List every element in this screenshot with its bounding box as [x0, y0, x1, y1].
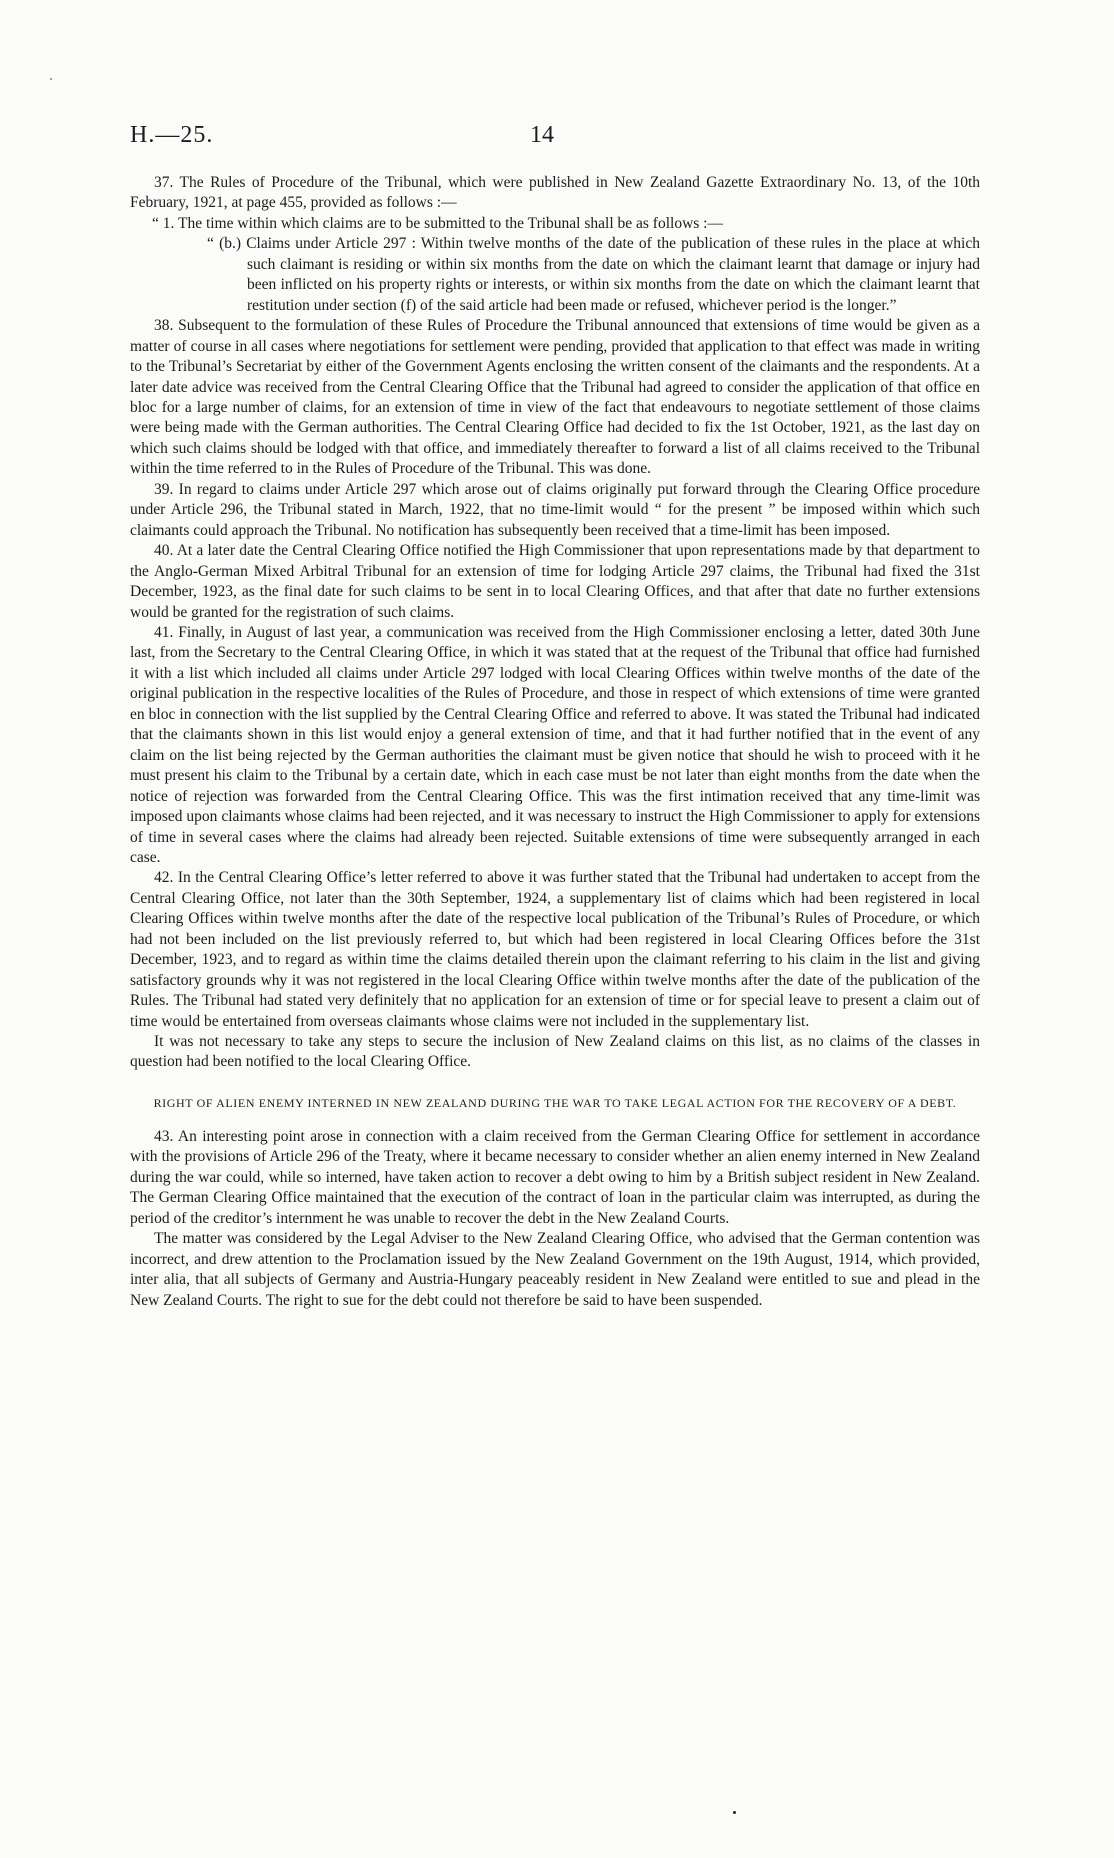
- paragraph-43-continued: The matter was considered by the Legal Adviser to the New Zealand Clearing Office, who advised that the German contention was incorrect, and drew attention to the Proclamation issued by the New Zealand Government on the 19th August, 1914, which provided, inter alia, that all subjects of Germany and Austria-Hungary peaceably resident in New Zealand were entitled to sue and plead in the New Zealand Courts. The right to sue for the debt could not therefore be said to have been suspended.: [130, 1230, 980, 1309]
- paragraph-42: 42. In the Central Clearing Office’s letter referred to above it was further stated that the Tribunal had undertaken to accept from the Central Clearing Office, not later than the 30th September, 1924, a supplementary list of claims which had been registered in local Clearing Offices within twelve months after the date of the respective local publication of the Tribunal’s Rules of Procedure, or which had not been included on the list previously referred to, but which had been registered in local Clearing Offices before the 31st December, 1923, and to regard as within time the claims detailed therein upon the claimant referring to his claim in the list and giving satisfactory grounds why it was not registered in the local Clearing Office within twelve months after the date of the publication of the Rules. The Tribunal had stated very definitely that no application for an extension of time or for special leave to present a claim out of time would be entertained from overseas claimants whose claims were not included in the supplementary list.: [130, 869, 980, 1030]
- paragraph-38: 38. Subsequent to the formulation of these Rules of Procedure the Tribunal announced that extensions of time would be given as a matter of course in all cases where negotiations for settlement were pending, provided that application to that effect was made in writing to the Tribunal’s Secretariat by either of the Government Agents enclosing the written consent of the claimants and the respondents. At a later date advice was received from the Central Clearing Office that the Tribunal had agreed to consider the application of that office en bloc for a large number of claims, for an extension of time in view of the fact that endeavours to negotiate settlement of those claims were being made with the German authorities. The Central Clearing Office had decided to fix the 1st October, 1921, as the last day on which such claims should be lodged with that office, and immediately thereafter to forward a list of all claims received to the Tribunal within the time referred to in the Rules of Procedure of the Tribunal. This was done.: [130, 317, 980, 478]
- paragraph-43: 43. An interesting point arose in connection with a claim received from the German Clearing Office for settlement in accordance with the provisions of Article 296 of the Treaty, where it became necessary to consider whether an alien enemy interned in New Zealand during the war could, while so interned, have taken action to recover a debt owing to him by a British subject resident in New Zealand. The German Clearing Office maintained that the execution of the contract of loan in the particular claim was interrupted, as during the period of the creditor’s internment he was unable to recover the debt in the New Zealand Courts.: [130, 1127, 980, 1227]
- ink-mark: [733, 1811, 736, 1814]
- scan-speck: [50, 78, 52, 80]
- page-header: [130, 122, 980, 152]
- paragraph-39: 39. In regard to claims under Article 297 which arose out of claims originally put forward through the Clearing Office procedure under Article 296, the Tribunal stated in March, 1922, that no time-limit would “ for the present ” be imposed within which such claimants could approach the Tribunal. No notification has subsequently been received that a time-limit has been imposed.: [130, 480, 980, 539]
- paragraph-40: 40. At a later date the Central Clearing Office notified the High Commissioner that upon representations made by that department to the Anglo-German Mixed Arbitral Tribunal for an extension of time for lodging Article 297 claims, the Tribunal had fixed the 31st December, 1923, as the final date for such claims to be sent in to local Clearing Offices, and that after that date no further extensions would be granted for the registration of such claims.: [130, 542, 980, 621]
- paragraph-42-continued: It was not necessary to take any steps to secure the inclusion of New Zealand claims on this list, as no claims of the classes in question had been notified to the local Clearing Office.: [130, 1033, 980, 1071]
- paragraph-41: 41. Finally, in August of last year, a communication was received from the High Commissioner enclosing a letter, dated 30th June last, from the Secretary to the Central Clearing Office, in which it was stated that at the request of the Tribunal that office had furnished it with a list which included all claims under Article 297 lodged with local Clearing Offices within twelve months of the date of the original publication in the respective localities of the Rules of Procedure, and those in respect of which extensions of time were granted en bloc in connection with the list supplied by the Central Clearing Office and referred to above. It was stated the Tribunal had indicated that the claimants shown in this list would enjoy a general extension of time, and that it had further notified that in the event of any claim on the list being rejected by the German authorities the claimant must be given notice that should he wish to proceed with it he must present his claim to the Tribunal by a certain date, which in each case must be not later than eight months from the date when the notice of rejection was forwarded from the Central Clearing Office. This was the first intimation received that any time-limit was imposed upon claimants whose claims had been rejected, and it was necessary to instruct the High Commissioner to apply for extensions of time in several cases where the claims had already been rejected. Suitable extensions of time were subsequently arranged in each case.: [130, 623, 980, 866]
- parliamentary-paper-reference: H.—25.: [130, 122, 214, 148]
- page-number: 14: [530, 122, 554, 148]
- section-heading: RIGHT OF ALIEN ENEMY INTERNED IN NEW ZEALAND DURING THE WAR TO TAKE LEGAL ACTION FOR THE RECOVERY OF A DEBT.: [153, 1095, 957, 1110]
- paragraph-37: 37. The Rules of Procedure of the Tribunal, which were published in New Zealand Gazette Extraordinary No. 13, of the 10th February, 1921, at page 455, provided as follows :—: [130, 174, 980, 212]
- quoted-rule-1: “ 1. The time within which claims are to be submitted to the Tribunal shall be as follows :—: [152, 214, 723, 232]
- document-body: [130, 173, 980, 1311]
- quoted-rule-1b: “ (b.) Claims under Article 297 : Within twelve months of the date of the publication of these rules in the place at which such claimant is residing or within six months from the date on which the claimant learnt that damage or injury had been inflicted on his property rights or interests, or within six months from the date on which the claimant learnt that restitution under section (f) of the said article had been made or refused, whichever period is the longer.”: [207, 235, 980, 314]
